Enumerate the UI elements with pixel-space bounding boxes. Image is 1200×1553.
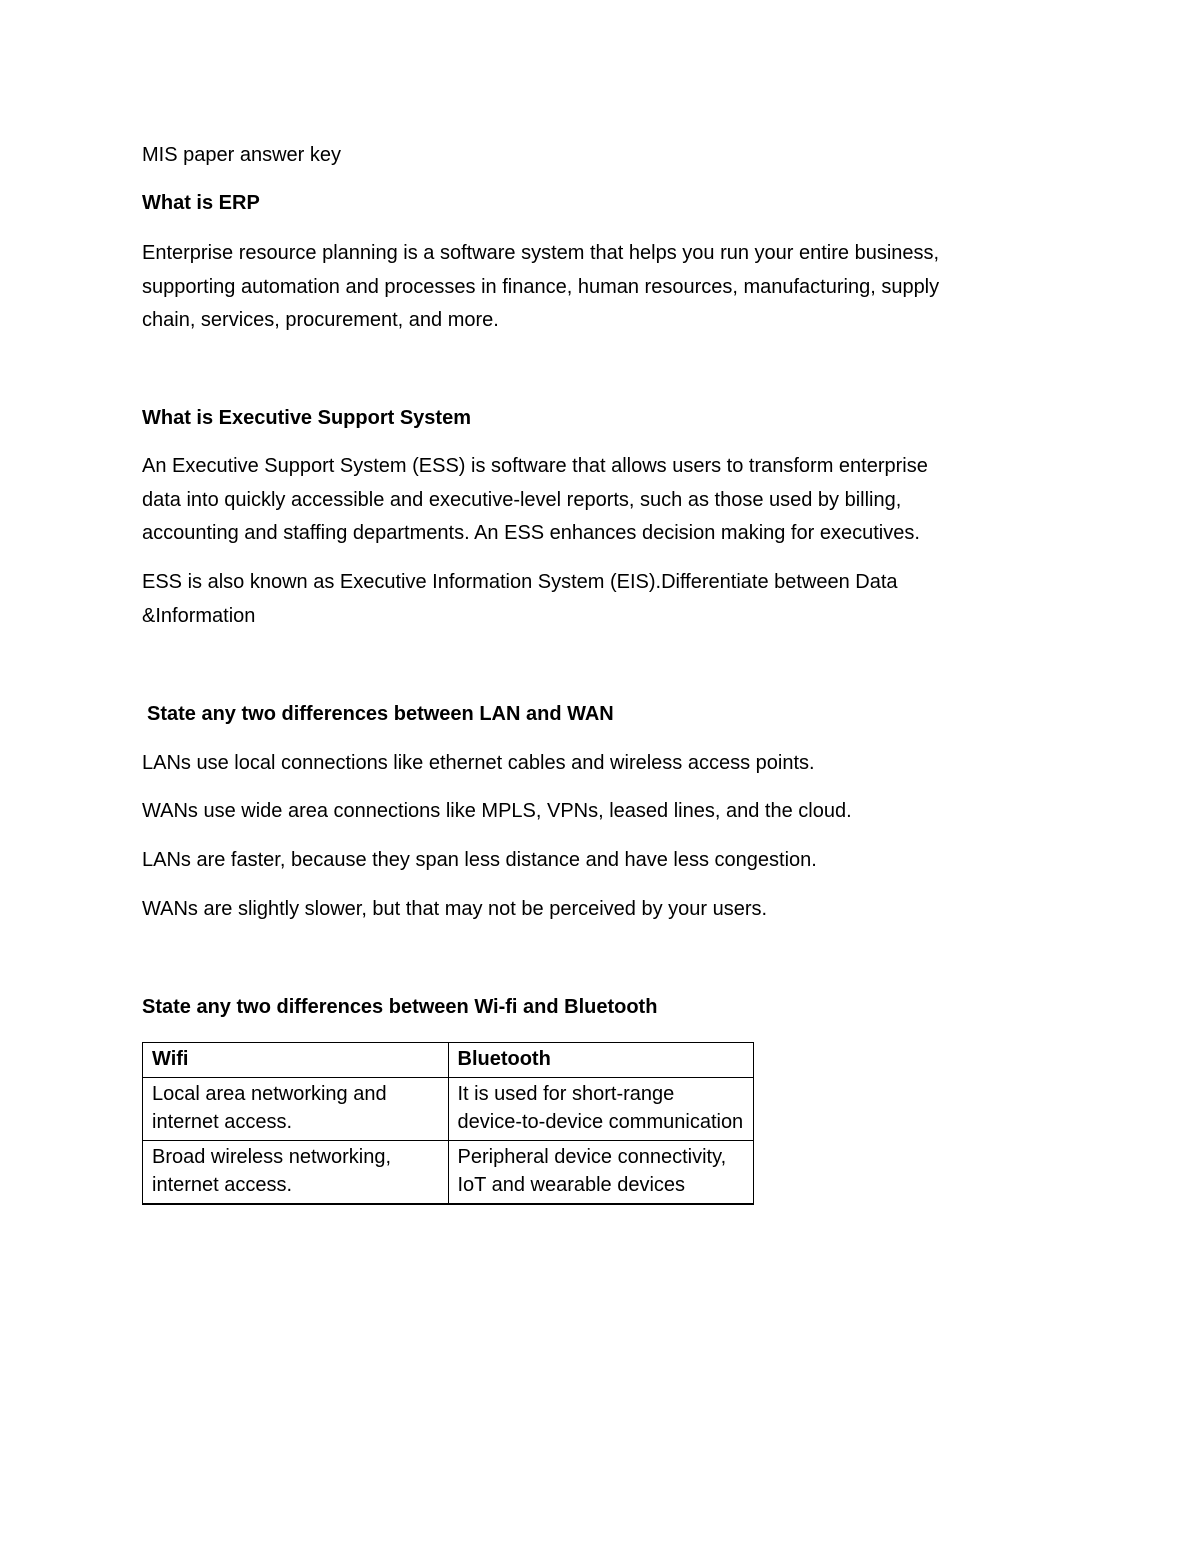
lan-wan-heading: State any two differences between LAN and WAN <box>147 703 614 725</box>
table-header-wifi: Wifi <box>143 1043 449 1078</box>
erp-heading: What is ERP <box>142 192 260 214</box>
lan-wan-point: WANs are slightly slower, but that may not be perceived by your users. <box>142 898 768 920</box>
ess-line-1: An Executive Support System (ESS) is software that allows users to transform enterprise <box>142 455 928 477</box>
table-cell: It is used for short-range device-to-device communication <box>448 1077 754 1140</box>
ess-line-2: data into quickly accessible and executive-level reports, such as those used by billing, <box>142 489 902 511</box>
table-cell: Peripheral device connectivity, IoT and wearable devices <box>448 1140 754 1204</box>
lan-wan-point: LANs are faster, because they span less distance and have less congestion. <box>142 849 817 871</box>
ess-line-3: accounting and staffing departments. An ESS enhances decision making for executives. <box>142 522 920 544</box>
document-title: MIS paper answer key <box>142 144 341 166</box>
table-row <box>143 1077 754 1140</box>
table-header-bluetooth: Bluetooth <box>448 1043 754 1078</box>
wifi-bluetooth-table <box>142 1042 754 1205</box>
wifi-bluetooth-heading: State any two differences between Wi-fi and Bluetooth <box>142 996 658 1018</box>
erp-line-2: supporting automation and processes in finance, human resources, manufacturing, supply <box>142 276 940 298</box>
lan-wan-point: LANs use local connections like ethernet cables and wireless access points. <box>142 752 815 774</box>
lan-wan-point: WANs use wide area connections like MPLS, VPNs, leased lines, and the cloud. <box>142 800 852 822</box>
ess-line-4: ESS is also known as Executive Information System (EIS).Differentiate between Data <box>142 571 898 593</box>
table-row <box>143 1140 754 1204</box>
table-header-row <box>143 1043 754 1078</box>
erp-line-1: Enterprise resource planning is a software system that helps you run your entire business, <box>142 242 940 264</box>
ess-heading: What is Executive Support System <box>142 407 471 429</box>
table-cell: Broad wireless networking, internet access. <box>143 1140 449 1204</box>
erp-line-3: chain, services, procurement, and more. <box>142 309 499 331</box>
table-cell: Local area networking and internet access. <box>143 1077 449 1140</box>
ess-line-5: &Information <box>142 605 256 627</box>
